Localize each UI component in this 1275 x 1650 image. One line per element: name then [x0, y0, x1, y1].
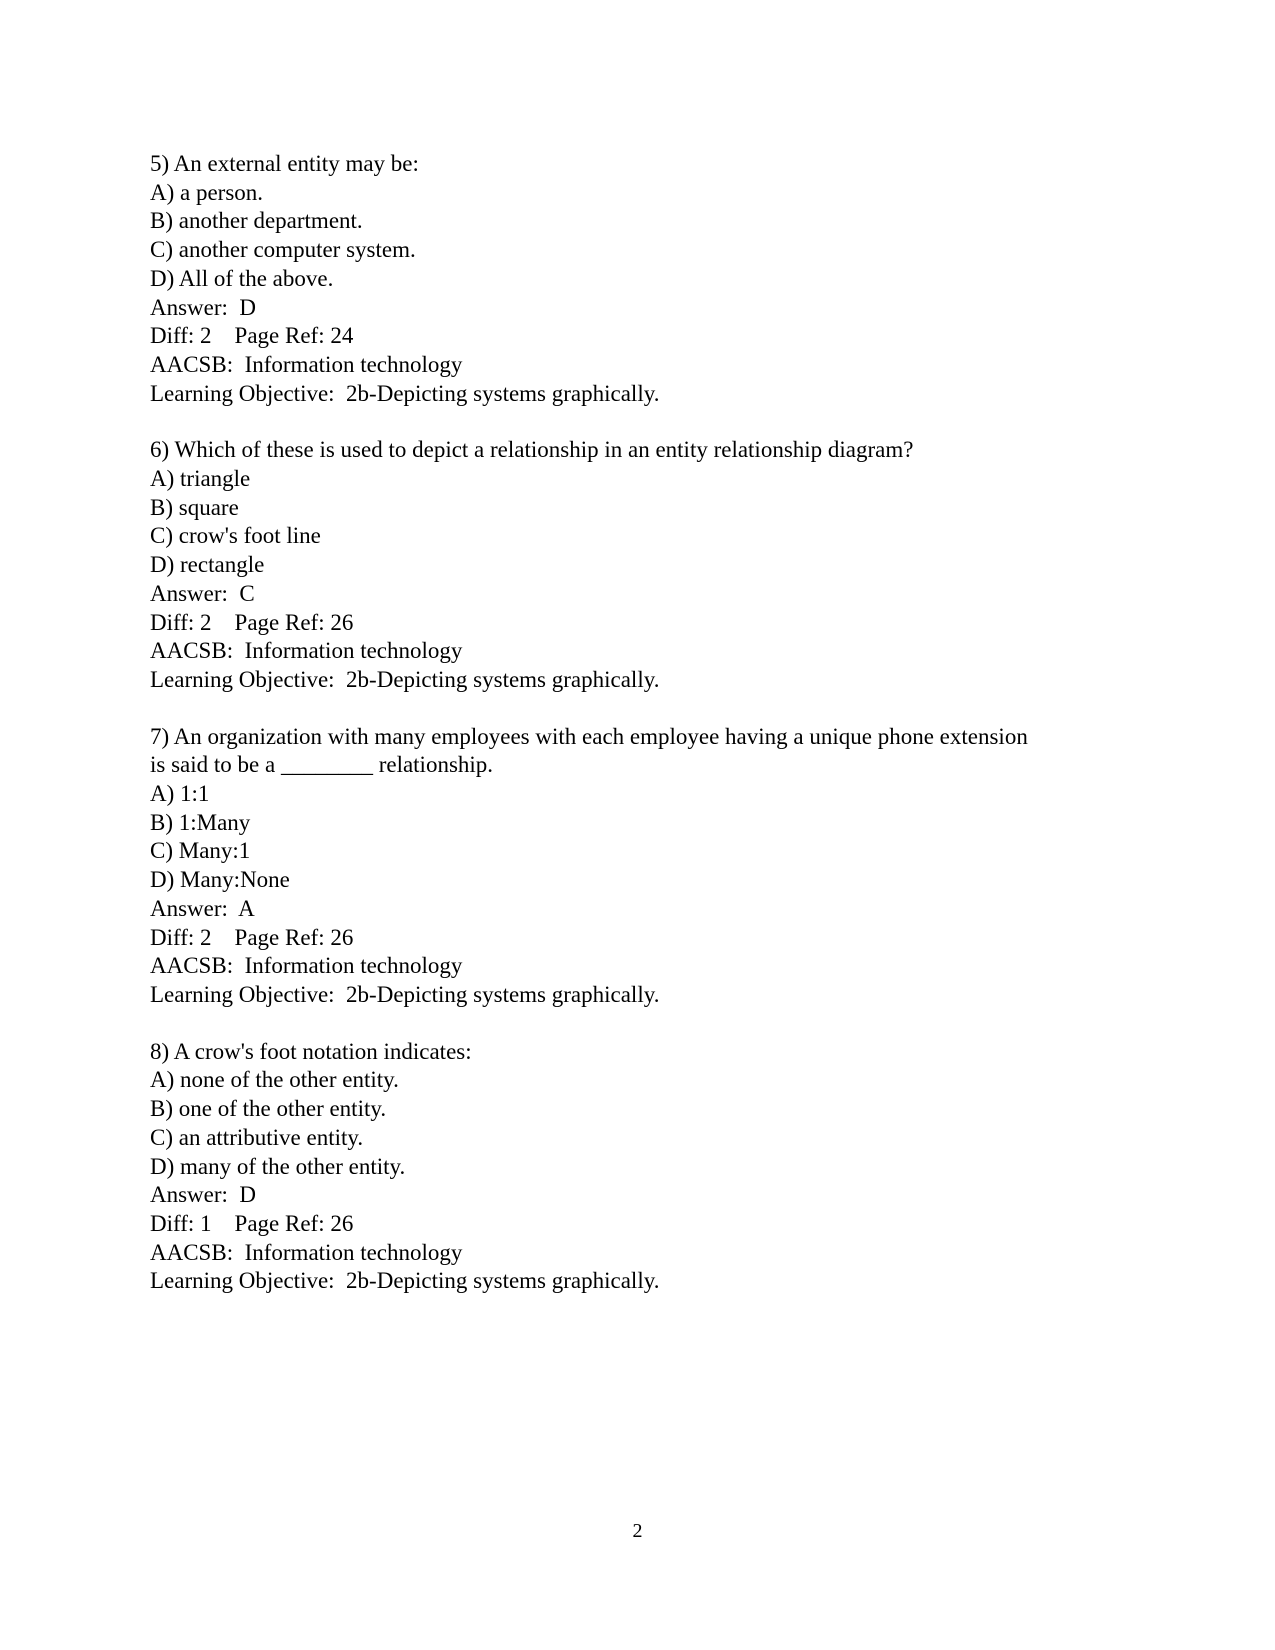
question-stem: 5) An external entity may be: [150, 151, 419, 176]
option-c: C) an attributive entity. [150, 1124, 364, 1150]
difficulty-page-ref: Diff: 2 Page Ref: 26 [150, 609, 354, 635]
aacsb: AACSB: Information technology [150, 1239, 463, 1265]
question-stem: 7) An organization with many employees with each employee having a unique phone extension [150, 723, 1028, 749]
learning-objective: Learning Objective: 2b-Depicting systems graphically. [150, 380, 660, 406]
option-b: B) another department. [150, 208, 363, 234]
option-b: B) 1:Many [150, 809, 251, 835]
question-5 [150, 150, 1150, 408]
question-stem: 8) A crow's foot notation indicates: [150, 1038, 472, 1064]
learning-objective: Learning Objective: 2b-Depicting systems graphically. [150, 981, 660, 1007]
question-8 [150, 1038, 1150, 1296]
option-d: D) many of the other entity. [150, 1153, 406, 1179]
option-c: C) another computer system. [150, 237, 416, 263]
question-7 [150, 723, 1150, 1010]
question-6 [150, 436, 1150, 694]
aacsb: AACSB: Information technology [150, 953, 463, 979]
question-list [150, 150, 1150, 1296]
option-b: B) square [150, 494, 239, 520]
answer: Answer: C [150, 580, 255, 606]
question-stem: 6) Which of these is used to depict a relationship in an entity relationship diagram? [150, 437, 914, 463]
answer: Answer: D [150, 294, 257, 320]
option-a: A) 1:1 [150, 781, 210, 807]
difficulty-page-ref: Diff: 2 Page Ref: 26 [150, 924, 354, 950]
difficulty-page-ref: Diff: 1 Page Ref: 26 [150, 1210, 354, 1236]
difficulty-page-ref: Diff: 2 Page Ref: 24 [150, 323, 354, 349]
option-c: C) crow's foot line [150, 523, 321, 549]
option-a: A) a person. [150, 179, 264, 205]
option-d: D) rectangle [150, 552, 265, 578]
aacsb: AACSB: Information technology [150, 638, 463, 664]
answer: Answer: D [150, 1182, 257, 1208]
learning-objective: Learning Objective: 2b-Depicting systems graphically. [150, 666, 660, 692]
option-a: A) triangle [150, 466, 251, 492]
option-c: C) Many:1 [150, 838, 251, 864]
aacsb: AACSB: Information technology [150, 351, 463, 377]
question-stem-continued: is said to be a ________ relationship. [150, 752, 494, 778]
option-b: B) one of the other entity. [150, 1096, 387, 1122]
option-d: D) Many:None [150, 867, 290, 893]
learning-objective: Learning Objective: 2b-Depicting systems graphically. [150, 1268, 660, 1294]
option-a: A) none of the other entity. [150, 1067, 399, 1093]
option-d: D) All of the above. [150, 265, 334, 291]
page-number: 2 [632, 1520, 643, 1542]
answer: Answer: A [150, 895, 255, 921]
